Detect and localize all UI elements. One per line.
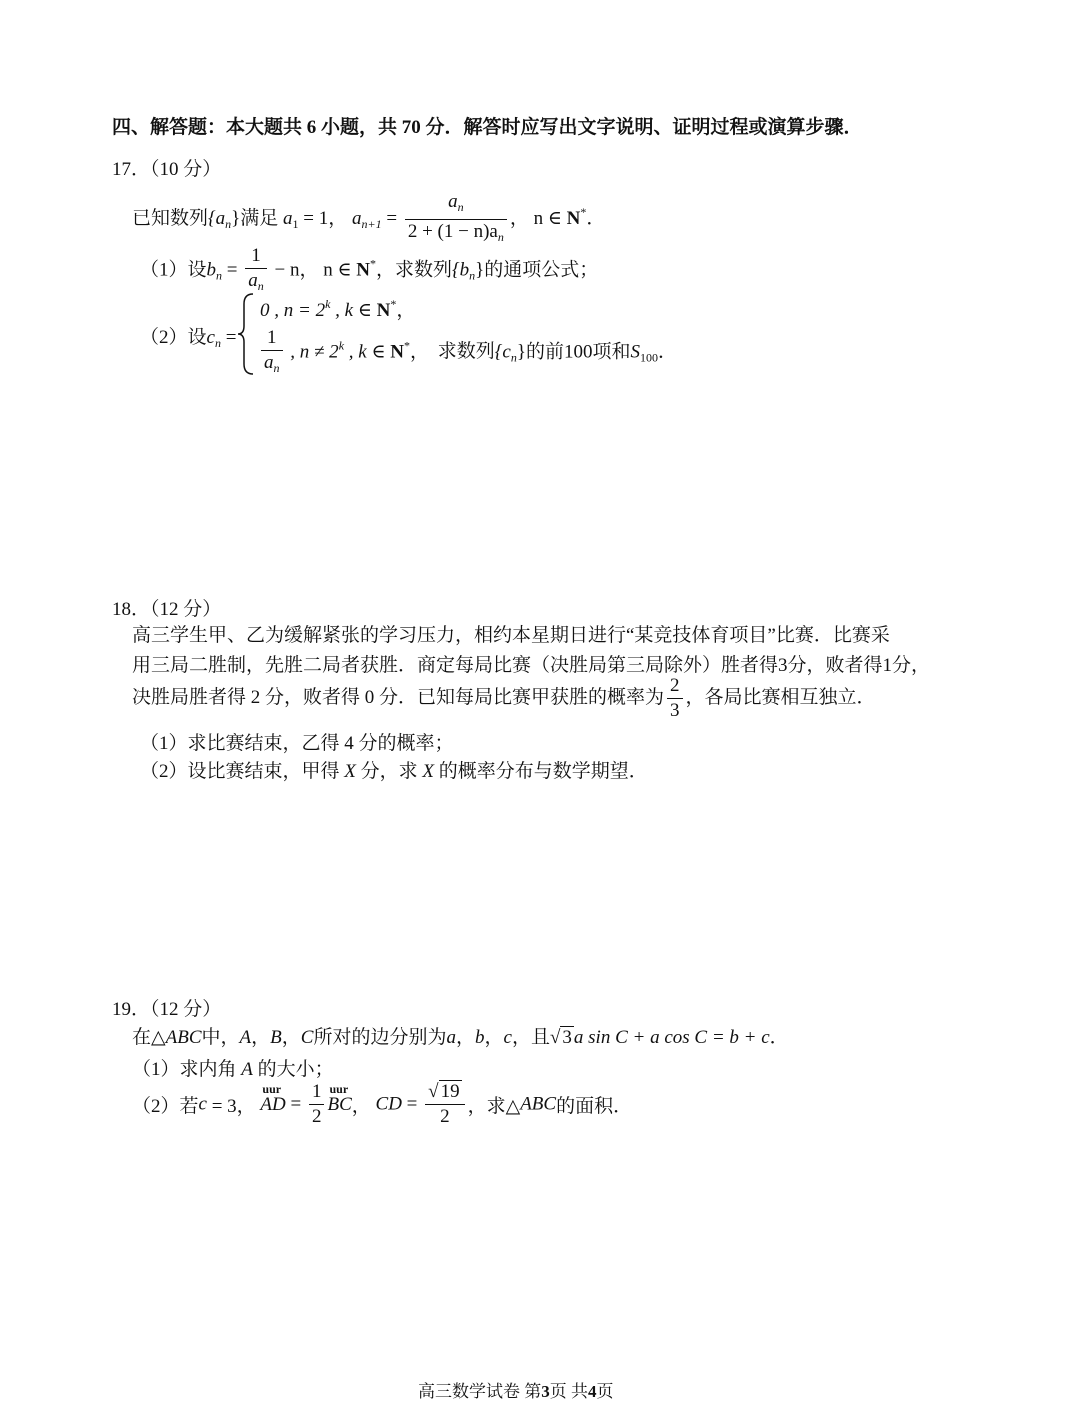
q17-p2-mid: 的前100项和 [525,341,631,363]
footer-page-number: 3 [541,1382,550,1401]
q18-line3 [132,674,876,723]
q17-p2-seq: {c [494,341,511,363]
q17-p2-end: ． [657,341,677,363]
q19-vec-BC-arrow: uur [329,1081,349,1096]
q17-p2-case2-tail: , k ∈ [344,341,391,363]
q17-p2-case1-end: ， [396,300,416,321]
q17-rec-fraction [405,190,507,249]
q17-rec-den: 2 + (1 − n)a [407,221,498,242]
q19-l1-eq: a sin C + a cos C = b + c [573,1027,770,1048]
q19-cd-fraction [425,1080,464,1129]
q17-p1-seq-close: } [475,259,485,281]
q19-p2-eq: = [285,1093,306,1115]
q17-p1-seq-sub: n [469,268,476,283]
q19-l1-sep3: ， [455,1027,475,1048]
q19-p1-pre: （1）求内角 [132,1059,242,1080]
q19-sqrt19: √ 19 [428,1081,460,1102]
q17-a1: a [283,207,293,229]
q18-line3-post: ，各局比赛相互独立． [685,686,876,708]
q19-vec-AD-text: AD [260,1093,286,1115]
q17-rec-lhs-sub: n+1 [361,216,382,231]
q17-intro [132,190,605,249]
section-header: 四、解答题：本大题共 6 小题，共 70 分．解答时应写出文字说明、证明过程或演算步骤． [112,117,863,138]
q17-p2-seq-sub: n [510,350,517,365]
q17-rec-tail: ， n ∈ [509,207,567,229]
q19-vec-AD-arrow: uur [262,1081,282,1096]
q17-p2-case1-text: 0 , n = 2 [260,300,326,321]
q17-part1 [140,244,598,298]
q19-l1-ABC: ABC [165,1027,202,1048]
q19-cd-den: 2 [425,1104,464,1129]
q17-p1-den: a [248,270,258,291]
q19-line1 [132,1022,789,1049]
q19-p2-ask: ，求△ [467,1096,521,1117]
q19-p2-ABC: ABC [520,1093,557,1115]
q17-seq-a: {a [208,207,226,229]
footer-pre: 高三数学试卷 第 [418,1382,542,1401]
q19-p2-c-val: = 3， [206,1096,256,1117]
q17-p2-c: c [206,327,215,348]
q17-a1-val: = 1， [298,207,348,229]
q17-p2-case1-sup: k [325,297,331,311]
q17-p2-c-sub: n [214,336,221,350]
q17-intro-text: 已知数列 [132,207,209,229]
q17-p1-num: 1 [251,245,261,266]
footer-mid: 页 共 [549,1382,588,1401]
q17-rec-eq: = [381,207,402,229]
q17-p2-case2-N: N [390,341,404,363]
q19-l1-mid: 中， [201,1027,240,1048]
q17-p1-end: 的通项公式； [484,259,599,281]
q17-p2-case2-mid: , n ≠ 2 [285,341,339,363]
q19-header: 19．（12 分） [112,999,222,1020]
q17-p1-ask: ，求数列 [376,259,453,281]
q17-p1-eq: = [222,259,243,281]
q19-l1-pre: 在△ [132,1027,166,1048]
q19-vec-BC [327,1081,352,1116]
q17-seq-a-close: } [231,207,241,229]
q17-header: 17．（10 分） [112,159,222,180]
q19-l1-end: ． [769,1027,789,1048]
q19-p1-A: A [241,1059,253,1080]
q17-p2-case2-end: ， [410,341,430,363]
q17-p2-case2-den: a [264,352,274,373]
q19-half-den: 2 [309,1104,325,1129]
q18-frac-num: 2 [670,675,680,696]
q19-l1-C: C [300,1027,314,1048]
q18-header: 18．（12 分） [112,599,222,620]
q19-vec-AD [260,1081,286,1116]
q18-part2 [140,756,648,783]
q17-p2-case1-N: N [376,300,391,321]
q17-rec-den-sub: n [497,230,504,244]
q17-p2-case1-tail: , k ∈ [330,300,377,321]
q19-sqrt3-rad: 3 [562,1027,572,1048]
q17-p2-S-sub: 100 [639,350,658,365]
footer-post: 页 [596,1382,614,1401]
q17-rec-num-sub: n [457,200,464,214]
q18-p2-X2: X [422,761,434,782]
q19-half-fraction [309,1080,325,1129]
q18-line2: 用三局二胜制，先胜二局者获胜．商定每局比赛（决胜局第三局除外）胜者得3分，败者得1分， [132,655,931,676]
q18-fraction [667,674,683,723]
q19-l1-sep4: ， [484,1027,504,1048]
q18-line1: 高三学生甲、乙为缓解紧张的学习压力，相约本星期日进行“某竞技体育项目”比赛．比赛采 [132,625,890,646]
q19-part2 [132,1080,632,1129]
q17-N-star: * [580,204,587,219]
footer-total-pages: 4 [588,1382,597,1401]
q17-p1-seq: {b [452,259,470,281]
q19-l1-sep2: ， [281,1027,301,1048]
q17-N: N [566,207,581,229]
q17-p2-case2-star: * [404,338,410,353]
q19-sqrt19-rad: 19 [440,1081,460,1102]
q17-p1-b-sub: n [216,268,223,283]
q17-p2-ask: 求数列 [437,341,495,363]
q18-line3-pre: 决胜局胜者得 2 分，败者得 0 分．已知每局比赛甲获胜的概率为 [132,686,665,708]
q17-p2-lead [140,322,236,351]
q17-p2-case2 [258,326,677,380]
q19-p2-c: c [198,1093,207,1115]
q17-intro-mid: 满足 [240,207,279,229]
q17-rec-lhs: a [351,207,362,229]
q19-p2-label: （2）若 [132,1096,199,1117]
q19-l1-B: B [270,1027,282,1048]
q19-p1-end: 的大小； [252,1059,334,1080]
q19-l1-sep1: ， [251,1027,271,1048]
q19-p2-end: 的面积． [556,1096,633,1117]
q18-frac-den: 3 [667,698,683,723]
q19-l1-a: a [446,1027,456,1048]
q17-p2-case2-den-sub: n [273,361,280,375]
q19-sqrt3: √ 3 [549,1027,572,1048]
q17-p1-tail: − n， n ∈ [269,259,357,281]
q17-p1-N: N [356,259,370,281]
q17-p2-label: （2）设 [140,327,207,348]
q17-p1-den-sub: n [257,279,264,293]
q19-l1-text: 所对的边分别为 [313,1027,447,1048]
q17-a1-sub: 1 [292,216,299,231]
page-footer [418,1377,614,1402]
q17-p2-seq-close: } [516,341,526,363]
q19-vec-BC-text: BC [327,1093,352,1115]
q19-half-num: 1 [311,1081,322,1102]
q17-p2-case1-star: * [390,297,397,311]
q18-p2-mid: 分，求 [355,761,423,782]
q17-p2-case1 [260,295,415,322]
q17-intro-end: ． [586,207,606,229]
q19-l1-c: c [503,1027,512,1048]
q17-p2-case2-num: 1 [267,327,277,348]
q17-p1-label: （1）设 [140,259,207,281]
q19-p2-eq2: = [401,1093,423,1115]
q17-p2-case2-sup: k [338,338,345,353]
q17-p2-eq: = [220,327,237,348]
q18-p2-X1: X [344,761,356,782]
q17-p1-b: b [206,259,217,281]
q19-l1-A: A [239,1027,252,1048]
q17-seq-a-sub: n [225,216,232,231]
q17-p2-S: S [630,341,640,363]
q18-part1: （1）求比赛结束，乙得 4 分的概率； [140,733,454,754]
q17-p1-N-star: * [370,256,376,271]
q18-p2-end: 的概率分布与数学期望． [434,761,648,782]
q19-p2-CD: CD [375,1093,402,1115]
q17-p1-fraction [245,244,267,298]
q19-l1-b: b [475,1027,485,1048]
q17-p2-brace [236,292,258,382]
q18-p2-pre: （2）设比赛结束，甲得 [140,761,345,782]
q17-rec-num: a [448,191,458,212]
q17-p2-case2-fraction [261,326,283,380]
q19-p2-sep: ， [351,1096,371,1117]
left-brace-icon [236,292,258,376]
q19-l1-and: ，且 [511,1027,550,1048]
q19-part1 [132,1054,334,1081]
